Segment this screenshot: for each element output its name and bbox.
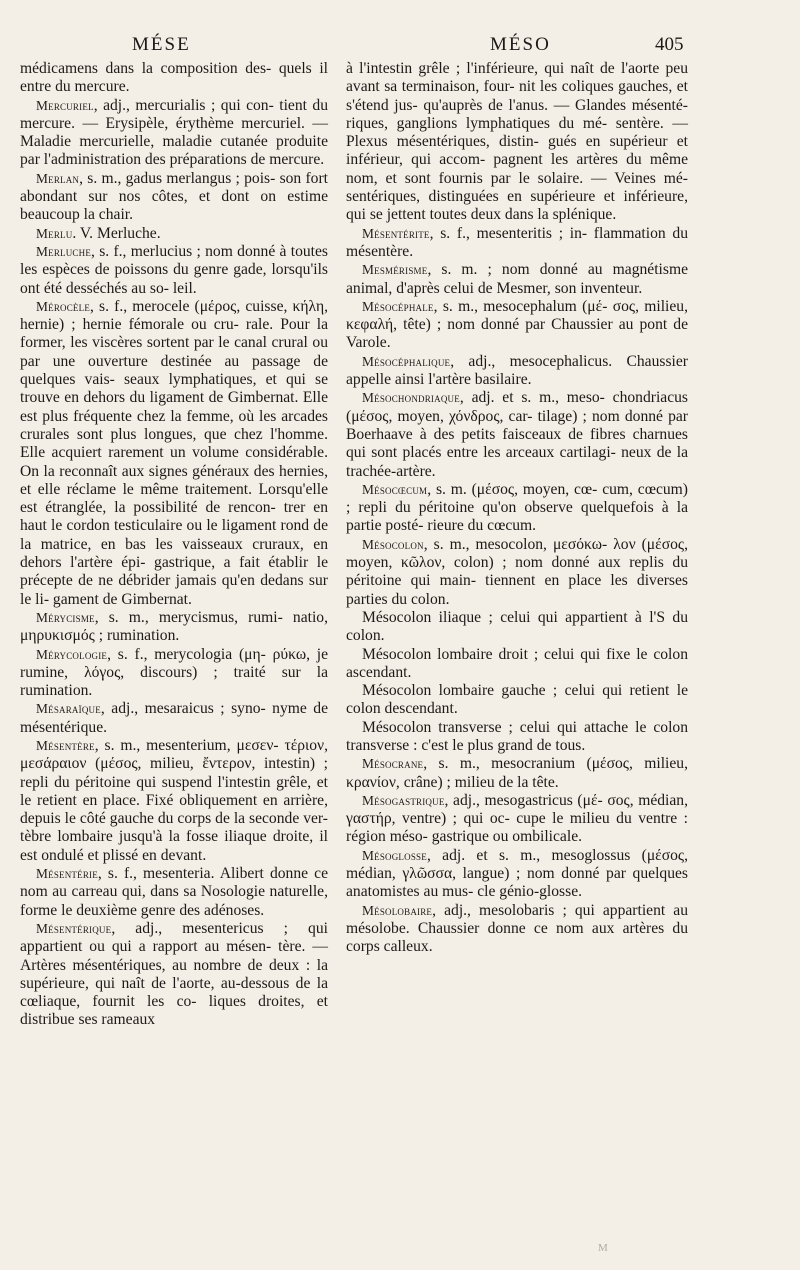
entry-headword: Mésolobaire [362,902,433,918]
entry-headword: Mésocéphale [362,298,434,314]
entry-headword: Mésocœcum [362,481,428,497]
dictionary-entry [346,353,688,390]
entry-text: , s. m., mesocranium (μέσος, milieu, κρανίον, crâne) ; milieu de la tête. [346,755,688,791]
entry-headword: Mérycologie [36,646,108,662]
dictionary-entry [20,700,328,737]
dictionary-entry [20,170,328,225]
entry-headword: Mercuriel [36,97,94,113]
entry-text: , s. m. ; nom donné au magnétisme animal, d'après celui de Mesmer, son inventeur. [346,261,688,297]
running-head [0,34,800,58]
entry-text: , adj., mesocephalicus. Chaussier appelle ainsi l'artère basilaire. [346,352,688,389]
dictionary-entry [346,847,688,902]
entry-text: , s. m. (μέσος, moyen, cœ- cum, cœcum) ; repli du péritoine qu'on observe quelquefois à la partie posté- rieure du cœcum. [346,480,688,535]
entry-text: , s. f., merycologia (μη- ρύκω, je rumine, λόγος, discours) ; traité sur la rumination. [20,645,328,700]
entry-text: , s. m., gadus merlangus ; pois- son fort abondant sur nos côtes, et dont on estime beaucoup la chair. [20,169,328,224]
entry-text: , s. m., mesenterium, μεσεν- τέριον, μεσάραιον (μέσος, milieu, ἔντερον, intestin) ; repli du péritoine qui suspend l'intestin grêle, et le retient en place. Fixé obliquement en arrière, depuis le côté gauche du corps de la seconde ver- tèbre lombaire jusqu'à la fosse iliaque droite, il est ondulé et plissé en devant. [20,736,328,864]
entry-text: Mésocolon lombaire gauche ; celui qui retient le colon descendant. [346,682,688,718]
dictionary-entry [346,792,688,847]
continued-paragraph [20,60,328,97]
entry-headword: Mésochondriaque [362,390,460,406]
entry-headword: Mésentérie [36,866,98,882]
footer-mark: M [598,1242,608,1254]
entry-headword: Mésoglosse [362,847,427,863]
entry-headword: Mesmérisme [362,262,428,278]
entry-headword: Mésocéphalique [362,353,451,369]
entry-text: , adj., mercurialis ; qui con- tient du mercure. — Erysipèle, érythème mercuriel. — Maladie mercurielle, maladie cutanée produite par l'administration des préparations de mercure. [20,96,328,169]
dictionary-entry [346,298,688,353]
entry-headword: Mésentère [36,737,95,753]
entry-text: médicamens dans la composition des- quels il entre du mercure. [20,60,328,96]
entry-text: , adj., mesolobaris ; qui appartient au mésolobe. Chaussier donne ce nom aux artères du corps calleux. [346,901,688,956]
dictionary-entry [346,902,688,957]
entry-headword: Mésentérite [362,225,430,241]
dictionary-entry [346,481,688,536]
dictionary-entry [20,298,328,609]
entry-text: , adj. et s. m., meso- chondriacus (μέσος, moyen, χόνδρος, car- tilage) ; nom donné par Boerhaave à des petits faisceaux de fibres charnues qui sont placés entre les arceaux cartilagi- neux de la trachée-artère. [346,389,688,480]
entry-text: , s. m., mesocephalum (μέ- σος, milieu, κεφαλή, tête) ; nom donné par Chaussier au pont de Varole. [346,297,688,352]
page-number: 405 [655,34,684,55]
right-running-heading: MÉSO [490,34,551,55]
entry-headword: Mésogastrique [362,792,445,808]
dictionary-entry [346,646,688,683]
dictionary-entry [20,646,328,701]
dictionary-entry [20,243,328,298]
dictionary-entry [20,737,328,865]
dictionary-entry [20,225,328,243]
left-running-heading: MÉSE [132,34,191,55]
dictionary-entry [346,536,688,609]
right-column [346,60,688,957]
entry-text: , s. f., mesenteria. Alibert donne ce nom au carreau qui, dans sa Nosologie naturelle, forme le deuxième genre des adénoses. [20,865,328,919]
dictionary-entry [20,97,328,170]
entry-headword: Mésentérique [36,920,112,936]
entry-text: à l'intestin grêle ; l'inférieure, qui naît de l'aorte peu avant sa terminaison, four- nit les coliques gauches, et s'étend jus- qu'auprès de l'anus. — Glandes mésenté- riques, ganglions lymphatiques du mé- sentère. — Plexus mésentériques, distin- gués en supérieur et inférieur, qui accom- pagnent les artères du même nom, et sont fournis par le solaire. — Veines mé- sentériques, distinguées en supérieure et inférieure, qui se jettent toutes deux dans la splénique. [346,60,688,224]
entry-text: Mésocolon iliaque ; celui qui appartient à l'S du colon. [346,608,688,645]
entry-headword: Merlan [36,170,80,186]
entry-text: , s. f., merlucius ; nom donné à toutes les espèces de poissons du genre gade, lorsqu'ils ont été desséchés au so- leil. [20,242,328,297]
entry-text: , adj., mesentericus ; qui appartient ou qui a rapport au mésen- tère. — Artères mésentériques, au nombre de deux : la supérieure, qui naît de l'aorte, au-dessous de la cœliaque, fournit les co- liques droites, et distribue ses rameaux [20,919,328,1029]
entry-text: , adj., mesaraicus ; syno- nyme de mésentérique. [20,700,328,736]
dictionary-entry [20,609,328,646]
entry-text: Mésocolon lombaire droit ; celui qui fixe le colon ascendant. [346,645,688,681]
entry-headword: Mésocrane [362,756,424,772]
dictionary-entry [346,755,688,792]
entry-headword: Mésaraïque [36,701,101,717]
continued-paragraph [346,60,688,225]
entry-text: , s. m., mesocolon, μεσόκω- λον (μέσος, moyen, κῶλον, colon) ; nom donné aux replis du péritoine qui main- tiennent en place les diverses parties du colon. [346,535,688,608]
entry-text: . V. Merluche. [72,224,161,242]
entry-text: , adj., mesogastricus (μέ- σος, médian, γαστήρ, ventre) ; qui oc- cupe le milieu du ventre : région méso- gastrique ou ombilicale. [346,791,688,846]
entry-text: , adj. et s. m., mesoglossus (μέσος, médian, γλῶσσα, langue) ; nom donné par quelques anatomistes au mus- cle génio-glosse. [346,846,688,901]
dictionary-entry [346,682,688,719]
entry-headword: Merluche [36,243,92,259]
entry-text: Mésocolon transverse ; celui qui attache le colon transverse : c'est le plus grand de tous. [346,718,688,754]
dictionary-entry [346,609,688,646]
entry-headword: Merlu [36,225,73,241]
entry-headword: Mérocèle [36,298,91,314]
dictionary-entry [20,865,328,920]
dictionary-entry [346,389,688,480]
entry-text: , s. f., merocele (μέρος, cuisse, κήλη, hernie) ; hernie fémorale ou cru- rale. Pour la former, les viscères sortent par le canal crural ou par une ouverture destinée au passage de quelques vais- seaux lymphatiques, et qui se trouve en dehors du ligament de Gimbernat. Elle est plus fréquente chez la femme, où les arcades crurales sont plus longues, que chez l'homme. Elle acquiert rarement un volume considérable. On la reconnaît aux signes généraux des hernies, et elle réclame le même traitement. Lorsqu'elle est étranglée, la possibilité de rencon- trer en haut le cordon testiculaire ou le ligament rond de la matrice, en bas les vaisseaux cruraux, en dehors l'artère épi- gastrique, a fait établir le précepte de ne débrider jamais qu'en dedans sur le li- gament de Gimbernat. [20,297,328,608]
entry-headword: Mérycisme [36,609,95,625]
entry-headword: Mésocolon [362,536,424,552]
dictionary-entry [346,261,688,298]
left-column [20,60,328,1030]
entry-text: , s. f., mesenteritis ; in- flammation du mésentère. [346,224,688,260]
dictionary-entry [346,719,688,756]
dictionary-entry [20,920,328,1030]
entry-text: , s. m., merycismus, rumi- natio, μηρυκισμός ; rumination. [20,608,328,645]
dictionary-entry [346,225,688,262]
